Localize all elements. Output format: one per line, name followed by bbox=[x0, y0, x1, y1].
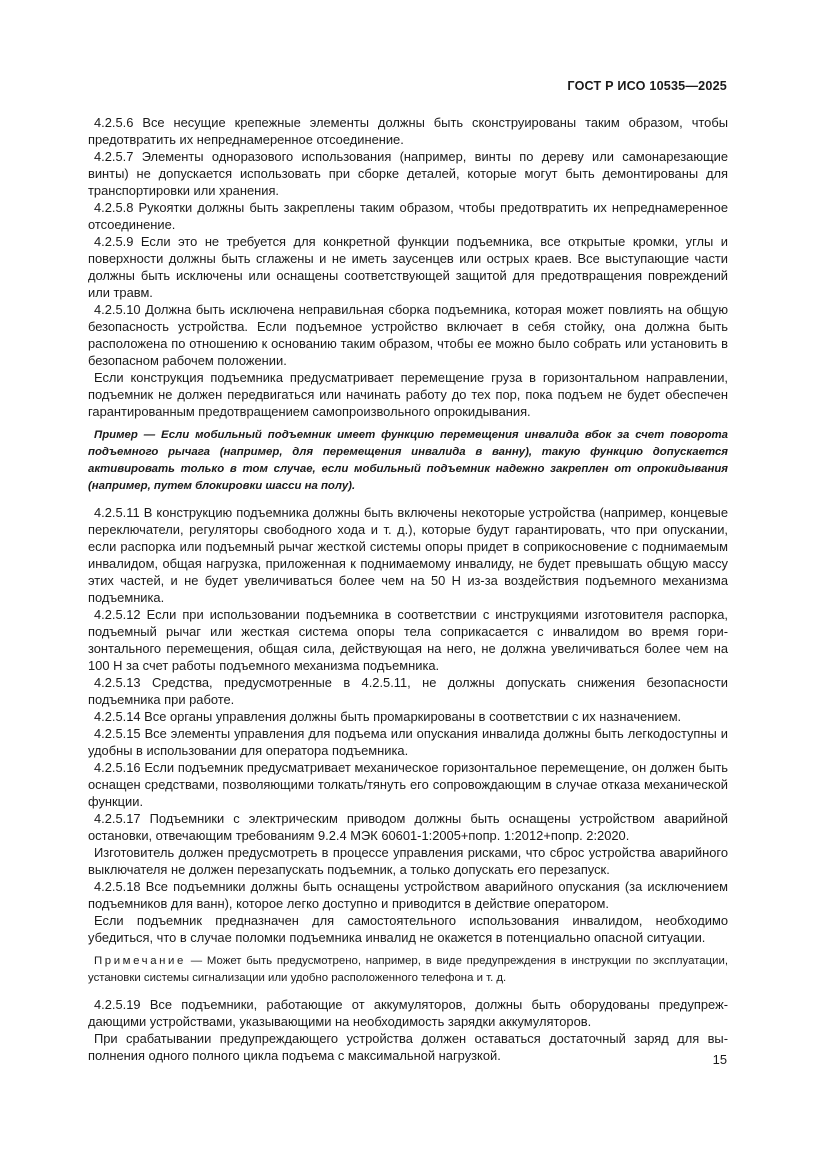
paragraph-4-2-5-8: 4.2.5.8 Рукоятки должны быть закреплены таким образом, чтобы предотвратить их непреднамеренное отсоединение. bbox=[88, 200, 728, 232]
paragraph-4-2-5-17: 4.2.5.17 Подъемники с электрическим приводом должны быть оснащены устройством аварийной остановки, отвечающим требованиям 9.2.4 МЭК 60601-1:2005+попр. 1:2012+попр. 2:2020. bbox=[88, 811, 728, 843]
example-block bbox=[88, 427, 728, 495]
note-text: — Может быть предусмотрено, например, в виде предупреждения в инструкции по эксплуатации, установки системы сигнализации или удобно расположенного телефона и т. д. bbox=[88, 955, 728, 984]
paragraph-manufacturer-reset: Изготовитель должен предусмотреть в процессе управления рисками, что сброс устройства аварийного выключателя не должен перезапускать подъемник, а только допускать его перезапуск. bbox=[88, 845, 728, 877]
example-label: Пример bbox=[94, 429, 138, 441]
paragraph-4-2-5-14: 4.2.5.14 Все органы управления должны быть промаркированы в соответствии с их назначением. bbox=[94, 709, 682, 724]
example-dash: — bbox=[137, 429, 162, 441]
paragraph-self-use: Если подъемник предназначен для самостоятельного использования инвалидом, необходимо убедиться, что в случае поломки подъемника инвалид не окажется в потенциально опасной ситуации. bbox=[88, 913, 728, 945]
paragraph-4-2-5-19: 4.2.5.19 Все подъемники, работающие от аккумуляторов, должны быть оборудованы предупреждающими устройствами, указывающими на необходимость зарядки аккумуляторов. bbox=[88, 997, 728, 1029]
document-header: ГОСТ Р ИСО 10535—2025 bbox=[567, 79, 727, 93]
paragraph-4-2-5-16: 4.2.5.16 Если подъемник предусматривает механическое горизонтальное перемещение, он должен быть оснащен средствами, позволяющими толкать/тянуть его сопровождающим в случае отказа механической функции. bbox=[88, 760, 728, 809]
paragraph-horizontal-movement: Если конструкция подъемника предусматривает перемещение груза в горизонтальном направлении, подъемник не должен передвигаться или начинать работу до тех пор, пока подъем не будет обеспечен гарантированным предотвращением самопроизвольного опрокидывания. bbox=[88, 370, 728, 419]
note-block bbox=[88, 953, 728, 987]
paragraph-4-2-5-15: 4.2.5.15 Все элементы управления для подъема или опускания инвалида должны быть легкодоступны и удобны в использовании для оператора подъемника. bbox=[88, 726, 728, 758]
paragraph-warning-charge: При срабатывании предупреждающего устройства должен оставаться достаточный заряд для выполнения одного полного цикла подъема с максимальной нагрузкой. bbox=[88, 1031, 728, 1063]
note-label: Примечание bbox=[94, 955, 186, 967]
paragraph-4-2-5-18: 4.2.5.18 Все подъемники должны быть оснащены устройством аварийного опускания (за исключением подъемников для ванн), которое легко доступно и приводится в действие оператором. bbox=[88, 879, 728, 911]
paragraph-4-2-5-12: 4.2.5.12 Если при использовании подъемника в соответствии с инструкциями изготовителя распорка, подъемный рычаг или жесткая система опоры тела соприкасается с инвалидом во время горизонтального перемещения, общая сила, действующая на него, не должна увеличиваться более чем на 100 Н за счет работы подъемного механизма подъемника. bbox=[88, 607, 728, 673]
paragraph-4-2-5-9: 4.2.5.9 Если это не требуется для конкретной функции подъемника, все открытые кромки, углы и поверхности должны быть сглажены и не иметь заусенцев или острых краев. Все выступающие части должны быть исключены или оснащены соответствующей защитой для предотвращения повреждений или травм. bbox=[88, 234, 728, 300]
paragraph-4-2-5-13: 4.2.5.13 Средства, предусмотренные в 4.2.5.11, не должны допускать снижения безопасности подъемника при работе. bbox=[88, 675, 728, 707]
paragraph-4-2-5-10: 4.2.5.10 Должна быть исключена неправильная сборка подъемника, которая может повлиять на общую безопасность устройства. Если подъемное устройство включает в себя стойку, она должна быть расположена по отношению к основанию таким образом, чтобы ее можно было собрать или установить в безопасном рабочем положении. bbox=[88, 302, 728, 368]
example-text: Если мобильный подъемник имеет функцию перемещения инвалида вбок за счет поворота подъемного рычага (например, для перемещения инвалида в ванну), такую функцию допускается активировать только в том случае, если мобильный подъемник надежно закреплен от опрокидывания (например, путем блокировки шасси на полу). bbox=[88, 429, 728, 492]
page-body bbox=[88, 114, 728, 1064]
paragraph-4-2-5-6: 4.2.5.6 Все несущие крепежные элементы должны быть сконструированы таким образом, чтобы предотвратить их непреднамеренное отсоединение. bbox=[88, 115, 728, 147]
paragraph-4-2-5-7: 4.2.5.7 Элементы одноразового использования (например, винты по дереву или самонарезающие винты) не допускается использовать при сборке деталей, которые могут быть демонтированы для транспортировки или хранения. bbox=[88, 149, 728, 198]
page-number: 15 bbox=[712, 1052, 727, 1067]
paragraph-4-2-5-11: 4.2.5.11 В конструкцию подъемника должны быть включены некоторые устройства (например, концевые переключатели, регуляторы свободного хода и т. д.), которые будут гарантировать, что при опускании, если распорка или подъемный рычаг жесткой системы опоры придет в соприкосновение с поднимаемым инвалидом, общая нагрузка, приложенная к поднимаемому инвалиду, не будет превышать общую массу этих частей, и не будет увеличиваться более чем на 50 Н из-за воздействия подъемного механизма подъемника. bbox=[88, 505, 728, 605]
